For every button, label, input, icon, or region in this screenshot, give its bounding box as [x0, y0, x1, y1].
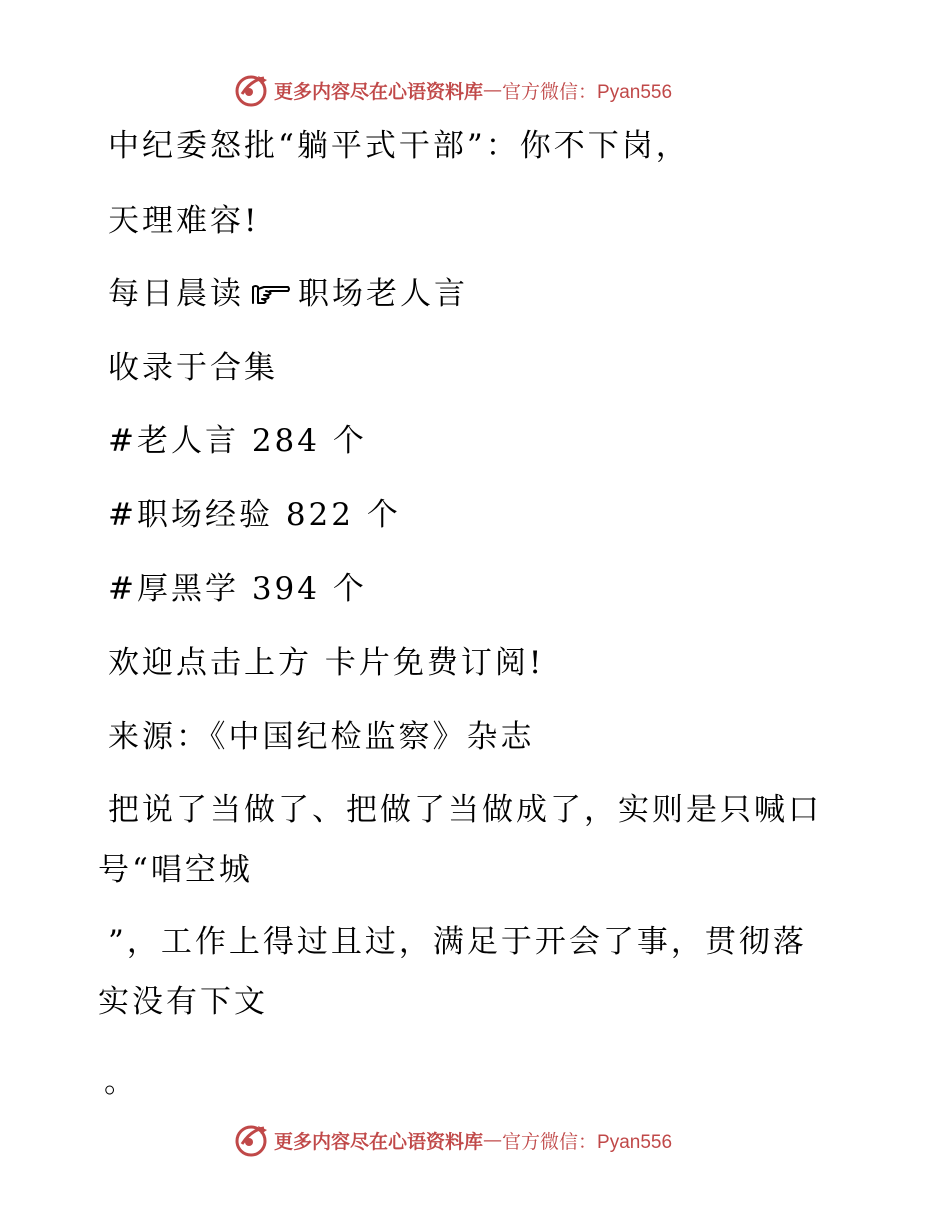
logo-icon — [234, 72, 270, 108]
collection-label: 收录于合集 — [108, 350, 278, 386]
header-watermark — [234, 70, 672, 110]
article-title-line-1: 中纪委怒批“躺平式干部”：你不下岗， — [108, 128, 690, 164]
tag-item[interactable]: #老人言 284 个 — [108, 423, 367, 459]
footer-watermark — [234, 1120, 672, 1160]
watermark-text: 更多内容尽在心语资料库 — [274, 1130, 484, 1153]
pointing-hand-icon — [250, 281, 290, 307]
logo-icon — [234, 1122, 270, 1158]
paragraph-1-line-2: 号“唱空城 — [98, 852, 253, 888]
subscribe-prompt: 欢迎点击上方 卡片免费订阅! — [108, 645, 545, 681]
watermark-separator: — — [483, 1129, 503, 1151]
paragraph-2-line-2: 实没有下文 — [98, 984, 268, 1020]
paragraph-3: 。 — [104, 1064, 138, 1100]
series-line — [108, 274, 468, 314]
series-name: 职场老人言 — [298, 276, 468, 312]
series-prefix: 每日晨读 — [108, 276, 244, 312]
article-title-line-2: 天理难容! — [108, 203, 260, 239]
watermark-separator: — — [483, 79, 503, 101]
watermark-text: 更多内容尽在心语资料库 — [274, 80, 484, 103]
tag-item[interactable]: #厚黑学 394 个 — [108, 571, 367, 607]
watermark-wechat: 官方微信：Pyan556 — [502, 81, 673, 103]
tag-item[interactable]: #职场经验 822 个 — [108, 497, 401, 533]
paragraph-2-line-1: ”，工作上得过且过，满足于开会了事，贯彻落 — [108, 924, 807, 960]
source-line: 来源：《中国纪检监察》杂志 — [108, 719, 535, 755]
paragraph-1-line-1: 把说了当做了、把做了当做成了，实则是只喊口 — [108, 792, 822, 828]
watermark-wechat: 官方微信：Pyan556 — [502, 1131, 673, 1153]
